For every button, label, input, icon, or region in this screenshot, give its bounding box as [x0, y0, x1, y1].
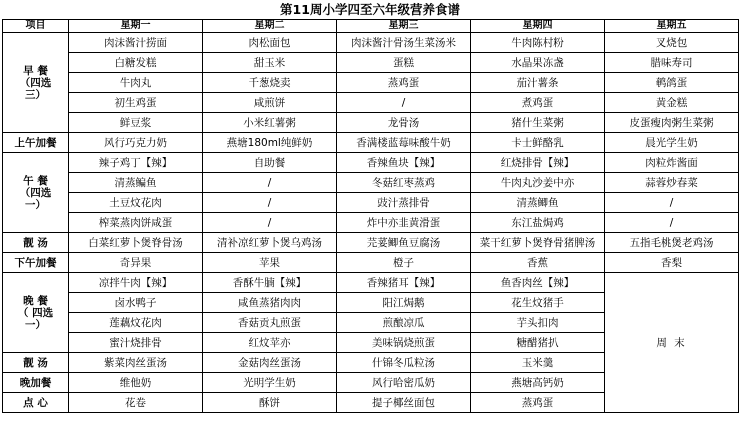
nutrition-menu-table — [2, 19, 739, 413]
menu-cell: 自助餐 — [203, 153, 337, 173]
menu-cell: 阳江焗鹅 — [337, 293, 471, 313]
menu-cell: 香蕉 — [471, 253, 605, 273]
menu-cell: 提子椰丝面包 — [337, 393, 471, 413]
menu-cell: 花生炆猪手 — [471, 293, 605, 313]
menu-cell: 酥饼 — [203, 393, 337, 413]
menu-cell: 玉米羹 — [471, 353, 605, 373]
menu-cell: 榨菜蒸肉饼咸蛋 — [69, 213, 203, 233]
menu-cell: 五指毛桃煲老鸡汤 — [605, 233, 739, 253]
col-header-item: 项目 — [3, 20, 69, 33]
table-row — [3, 213, 739, 233]
menu-cell: 土豆炆花肉 — [69, 193, 203, 213]
menu-cell: 美味锅烧煎蛋 — [337, 333, 471, 353]
menu-cell: 煎酿凉瓜 — [337, 313, 471, 333]
menu-cell: / — [337, 93, 471, 113]
menu-cell: 香梨 — [605, 253, 739, 273]
menu-cell: 晨光学生奶 — [605, 133, 739, 153]
weekend-cell: 周 末 — [605, 273, 739, 413]
menu-cell: 小米红薯粥 — [203, 113, 337, 133]
menu-cell: 冬菇红枣蒸鸡 — [337, 173, 471, 193]
menu-cell: 光明学生奶 — [203, 373, 337, 393]
menu-cell: 凉拌牛肉【辣】 — [69, 273, 203, 293]
menu-cell: 白菜红萝卜煲脊骨汤 — [69, 233, 203, 253]
menu-cell: 辣子鸡丁【辣】 — [69, 153, 203, 173]
menu-cell: 豉汁蒸排骨 — [337, 193, 471, 213]
menu-cell: 蒜蓉炒春菜 — [605, 173, 739, 193]
menu-cell: 肉沫酱汁骨汤生菜汤米 — [337, 33, 471, 53]
menu-cell: 芋头扣肉 — [471, 313, 605, 333]
menu-cell: 白糖发糕 — [69, 53, 203, 73]
meal-label-dessert: 点 心 — [3, 393, 69, 413]
menu-cell: 蒸鸡蛋 — [471, 393, 605, 413]
menu-cell: 腊味寿司 — [605, 53, 739, 73]
table-row — [3, 33, 739, 53]
meal-label-dinner: 晚 餐 （ 四选 一） — [3, 273, 69, 353]
menu-cell: 红烧排骨【辣】 — [471, 153, 605, 173]
menu-cell: 清蒸鳊鱼 — [69, 173, 203, 193]
menu-cell: 燕塘高钙奶 — [471, 373, 605, 393]
meal-label-breakfast: 早 餐 （四选 三） — [3, 33, 69, 133]
menu-cell: 苹果 — [203, 253, 337, 273]
menu-cell: 甜玉米 — [203, 53, 337, 73]
menu-cell: / — [203, 193, 337, 213]
menu-cell: 炸中亦韭黄滑蛋 — [337, 213, 471, 233]
menu-cell: 肉粒炸酱面 — [605, 153, 739, 173]
col-header-fri: 星期五 — [605, 20, 739, 33]
header-row — [3, 20, 739, 33]
menu-cell: 香菇贡丸煎蛋 — [203, 313, 337, 333]
meal-label-morning-snack: 上午加餐 — [3, 133, 69, 153]
menu-cell: / — [203, 173, 337, 193]
menu-cell: 鹌鸽蛋 — [605, 73, 739, 93]
menu-cell: 橙子 — [337, 253, 471, 273]
menu-cell: 鱼香肉丝【辣】 — [471, 273, 605, 293]
menu-cell: 金菇肉丝蛋汤 — [203, 353, 337, 373]
table-row — [3, 53, 739, 73]
table-row — [3, 173, 739, 193]
menu-cell: 黄金糕 — [605, 93, 739, 113]
menu-cell: 东江盐焗鸡 — [471, 213, 605, 233]
meal-label-afternoon-snack: 下午加餐 — [3, 253, 69, 273]
menu-cell: / — [203, 213, 337, 233]
menu-cell: 红炆苹亦 — [203, 333, 337, 353]
menu-cell: 叉烧包 — [605, 33, 739, 53]
page-title: 第11周小学四至六年级营养食谱 — [280, 2, 460, 17]
menu-cell: 蛋糕 — [337, 53, 471, 73]
meal-label-lunch: 午 餐 （四选 一） — [3, 153, 69, 233]
menu-cell: 菜干红萝卜煲脊骨猪脾汤 — [471, 233, 605, 253]
table-row — [3, 233, 739, 253]
menu-cell: 花卷 — [69, 393, 203, 413]
table-row — [3, 253, 739, 273]
menu-cell: 肉沫酱汁捞面 — [69, 33, 203, 53]
col-header-thu: 星期四 — [471, 20, 605, 33]
menu-cell: 香辣鱼块【辣】 — [337, 153, 471, 173]
table-row — [3, 133, 739, 153]
menu-cell: 皮蛋瘦肉粥生菜粥 — [605, 113, 739, 133]
meal-label-evening-snack: 晚加餐 — [3, 373, 69, 393]
menu-cell: 紫菜肉丝蛋汤 — [69, 353, 203, 373]
menu-cell: 牛肉丸 — [69, 73, 203, 93]
menu-cell: 初生鸡蛋 — [69, 93, 203, 113]
menu-cell: 莲藕炆花肉 — [69, 313, 203, 333]
menu-cell: 香满楼蓝莓味酸牛奶 — [337, 133, 471, 153]
menu-cell: 奇异果 — [69, 253, 203, 273]
menu-cell: 卡士鲜酪乳 — [471, 133, 605, 153]
col-header-tue: 星期二 — [203, 20, 337, 33]
menu-cell: 蜜汁烧排骨 — [69, 333, 203, 353]
menu-cell: 煮鸡蛋 — [471, 93, 605, 113]
menu-cell: 鲜豆浆 — [69, 113, 203, 133]
table-row — [3, 93, 739, 113]
menu-cell: / — [605, 213, 739, 233]
menu-cell: 风行哈密瓜奶 — [337, 373, 471, 393]
menu-cell: 香辣猪耳【辣】 — [337, 273, 471, 293]
menu-cell: / — [605, 193, 739, 213]
menu-cell: 牛肉陈村粉 — [471, 33, 605, 53]
menu-cell: 龙骨汤 — [337, 113, 471, 133]
col-header-wed: 星期三 — [337, 20, 471, 33]
menu-cell: 肉松面包 — [203, 33, 337, 53]
menu-cell: 茄汁薯条 — [471, 73, 605, 93]
menu-cell: 蒸鸡蛋 — [337, 73, 471, 93]
menu-cell: 水晶果冻盏 — [471, 53, 605, 73]
menu-cell: 猪什生菜粥 — [471, 113, 605, 133]
table-row — [3, 193, 739, 213]
menu-cell: 清蒸鲫鱼 — [471, 193, 605, 213]
col-header-mon: 星期一 — [69, 20, 203, 33]
meal-label-dinner-soup: 靓 汤 — [3, 353, 69, 373]
table-row — [3, 153, 739, 173]
table-row — [3, 73, 739, 93]
menu-cell: 芫荽鲫鱼豆腐汤 — [337, 233, 471, 253]
menu-cell: 维他奶 — [69, 373, 203, 393]
table-row — [3, 273, 739, 293]
table-row — [3, 113, 739, 133]
menu-cell: 糖醋猪扒 — [471, 333, 605, 353]
menu-cell: 千葱烧卖 — [203, 73, 337, 93]
menu-cell: 什锦冬瓜粒汤 — [337, 353, 471, 373]
menu-cell: 卤水鸭子 — [69, 293, 203, 313]
menu-cell: 咸煎饼 — [203, 93, 337, 113]
menu-cell: 风行巧克力奶 — [69, 133, 203, 153]
meal-label-lunch-soup: 靓 汤 — [3, 233, 69, 253]
menu-cell: 牛肉丸沙姜中亦 — [471, 173, 605, 193]
menu-cell: 燕塘180ml纯鲜奶 — [203, 133, 337, 153]
menu-cell: 香酥牛腩【辣】 — [203, 273, 337, 293]
menu-cell: 咸鱼蒸猪肉肉 — [203, 293, 337, 313]
menu-cell: 清补凉红萝卜煲乌鸡汤 — [203, 233, 337, 253]
